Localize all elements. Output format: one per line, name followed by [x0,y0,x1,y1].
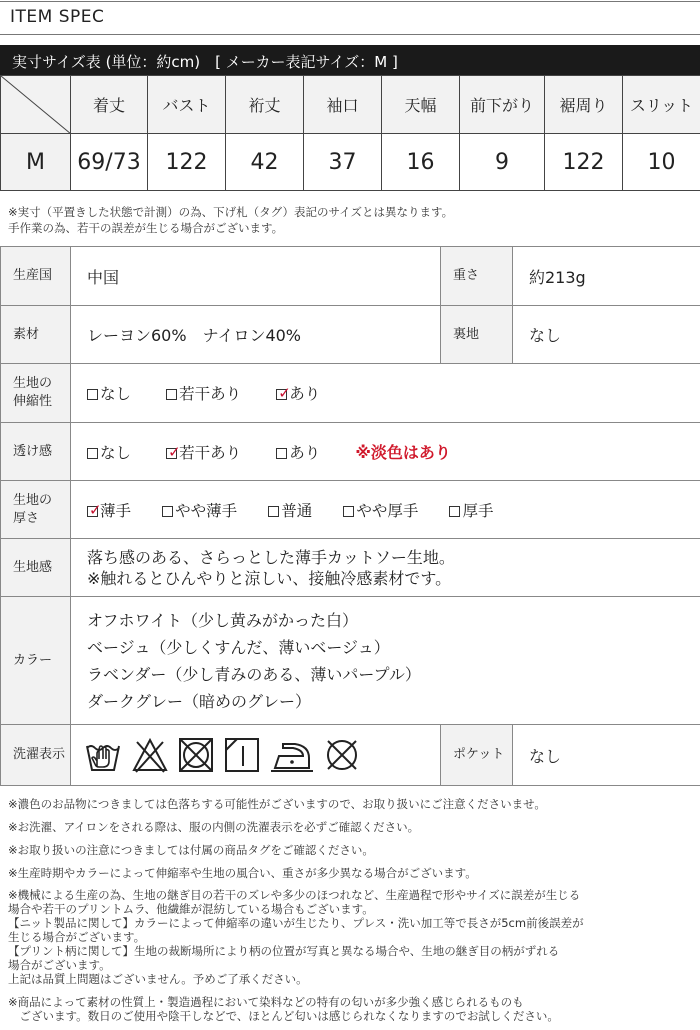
color-item: ベージュ（少しくすんだ、薄いベージュ） [87,637,390,657]
size-value: 122 [545,134,623,191]
footnote: 上記は品質上問題はございません。予めご了承ください。 [8,972,308,986]
origin-label: 生産国 [1,247,71,306]
checkbox-checked[interactable] [87,500,102,519]
no-dry-clean-icon [323,736,361,774]
stretch-label-line: 生地の [13,376,53,391]
checkbox-checked[interactable] [276,384,291,402]
size-value: 42 [226,134,304,191]
origin-value: 中国 [71,247,441,306]
size-value: 10 [623,134,700,191]
option-label: やや厚手 [356,501,419,520]
wash-label: 洗濯表示 [1,725,71,786]
check-icon: ✓ [168,443,181,461]
footnote: ※生産時期やカラーによって伸縮率や生地の風合い、重さが多少異なる場合がございます。 [8,866,477,880]
footnote: 場合や若干のプリントムラ、他繊維が混紡している場合もございます。 [8,902,374,916]
diagonal-line [1,76,71,134]
stretch-option[interactable] [276,382,320,404]
footnote: ございます。数日のご使用や陰干しなどで、ほとんど匂いは感じられなくなりますのでお試しください。 [8,1009,559,1023]
stretch-label [1,364,71,423]
spec-row-texture [1,539,700,597]
divider [0,1,700,2]
spec-row-stretch [1,364,700,423]
checkbox[interactable] [87,448,98,459]
column-header: スリット [623,76,700,134]
size-label: M [1,134,71,191]
stretch-options [71,364,700,423]
option-label: 薄手 [100,501,132,520]
thickness-option[interactable] [449,499,493,521]
hand-wash-icon [83,736,123,774]
weight-value: 約213g [513,247,700,306]
thickness-option[interactable] [162,499,237,521]
no-bleach-icon [131,736,169,774]
color-list [71,597,700,725]
color-label: カラー [1,597,71,725]
table-corner-cell [1,76,71,134]
low-iron-icon [269,736,315,774]
weight-label: 重さ [441,247,513,306]
size-table-caption: 実寸サイズ表 (単位：約cm) [ メーカー表記サイズ：M ] [0,45,700,75]
lining-label: 裏地 [441,306,513,364]
checkbox[interactable] [276,448,287,459]
texture-line: 落ち感のある、さらっとした薄手カットソー生地。 [87,547,455,567]
sheer-label: 透け感 [1,423,71,481]
stretch-option[interactable] [87,382,131,404]
size-value: 37 [304,134,382,191]
check-icon: ✓ [89,500,102,519]
footnote: ※商品によって素材の性質上・製造過程において染料などの特有の匂いが多少強く感じられるものも [8,995,524,1009]
texture-value [71,539,700,597]
check-icon: ✓ [278,384,291,402]
size-value: 9 [460,134,545,191]
lining-value: なし [513,306,700,364]
item-spec-header [0,0,700,36]
option-label: 若干あり [179,444,242,462]
thickness-option[interactable] [343,499,418,521]
size-table-row [1,134,700,191]
thickness-label-line: 厚さ [13,510,40,526]
color-item: ラベンダー（少し青みのある、薄いパープル） [87,664,421,684]
stretch-label-line: 伸縮性 [13,394,53,409]
sheer-options [71,423,700,481]
color-item: ダークグレー（暗めのグレー） [87,691,312,711]
thickness-options [71,481,700,539]
thickness-option[interactable] [87,499,131,521]
wash-icons [71,725,441,786]
column-header: 裾周り [545,76,623,134]
option-label: やや薄手 [175,501,238,520]
option-label: 若干あり [179,385,242,403]
footnote: ※お取り扱いの注意につきましては付属の商品タグをご確認ください。 [8,843,374,857]
checkbox-checked[interactable] [166,443,181,461]
option-label: あり [289,385,321,403]
divider [0,34,700,35]
size-value: 16 [382,134,460,191]
column-header: 着丈 [71,76,148,134]
checkbox[interactable] [162,506,173,517]
spec-row-sheer [1,423,700,481]
checkbox[interactable] [268,506,279,517]
footnote: 【ニット製品に関して】カラーによって伸縮率の違いが生じたり、プレス・洗い加工等で長さが5cm前後誤差が [8,916,584,930]
footnote: 場合がございます。 [8,958,111,972]
option-label: 普通 [281,501,313,520]
size-value: 122 [148,134,226,191]
pocket-label: ポケット [441,725,513,786]
footnote: ※機械による生産の為、生地の継ぎ目の若干のズレや多少のほつれなど、生産過程で形やサイズに誤差が生じる [8,888,581,902]
thickness-label-line: 生地の [13,492,53,508]
footnote: 【プリント柄に関して】生地の裁断場所により柄の位置が写真と異なる場合や、生地の継ぎ目の柄がずれる [8,944,560,958]
sheer-note: ※淡色はあり [355,443,451,462]
no-tumble-dry-icon [177,736,215,774]
size-table [0,75,700,191]
option-label: あり [289,444,321,462]
line-dry-shade-icon [223,736,261,774]
column-header: 袖口 [304,76,382,134]
footnote: ※お洗濯、アイロンをされる際は、服の内側の洗濯表示を必ずご確認ください。 [8,820,420,834]
option-label: なし [100,444,132,462]
spec-row-wash [1,725,700,786]
thickness-option[interactable] [268,499,312,521]
sheer-option[interactable] [166,441,241,463]
spec-row-material [1,306,700,364]
color-item: オフホワイト（少し黄みがかった白） [87,610,359,630]
texture-label: 生地感 [1,539,71,597]
column-header: バスト [148,76,226,134]
column-header: 裄丈 [226,76,304,134]
material-value: レーヨン60% ナイロン40% [71,306,441,364]
texture-line: ※触れるとひんやりと涼しい、接触冷感素材です。 [87,568,452,588]
spec-row-thickness [1,481,700,539]
page-title: ITEM SPEC [10,7,105,27]
size-note: 手作業の為、若干の誤差が生じる場合がございます。 [8,221,284,235]
size-value: 69/73 [71,134,148,191]
checkbox[interactable] [449,506,460,517]
size-table-header-row [1,76,700,134]
material-label: 素材 [1,306,71,364]
column-header: 前下がり [460,76,545,134]
pocket-value: なし [513,725,700,786]
spec-row-color [1,597,700,725]
sheer-option[interactable] [276,441,320,463]
spec-table [0,246,700,786]
stretch-option[interactable] [166,382,241,404]
option-label: なし [100,385,132,403]
footnote: 生じる場合がございます。 [8,930,146,944]
sheer-option[interactable] [87,441,131,463]
spec-row-origin [1,247,700,306]
thickness-label [1,481,71,539]
column-header: 天幅 [382,76,460,134]
checkbox[interactable] [343,506,354,517]
footnote: ※濃色のお品物につきましては色落ちする可能性がございますので、お取り扱いにご注意くださいませ。 [8,797,546,811]
option-label: 厚手 [462,501,494,520]
checkbox[interactable] [87,389,98,400]
size-note: ※実寸（平置きした状態で計測）の為、下げ札（タグ）表記のサイズとは異なります。 [8,205,454,219]
checkbox[interactable] [166,389,177,400]
